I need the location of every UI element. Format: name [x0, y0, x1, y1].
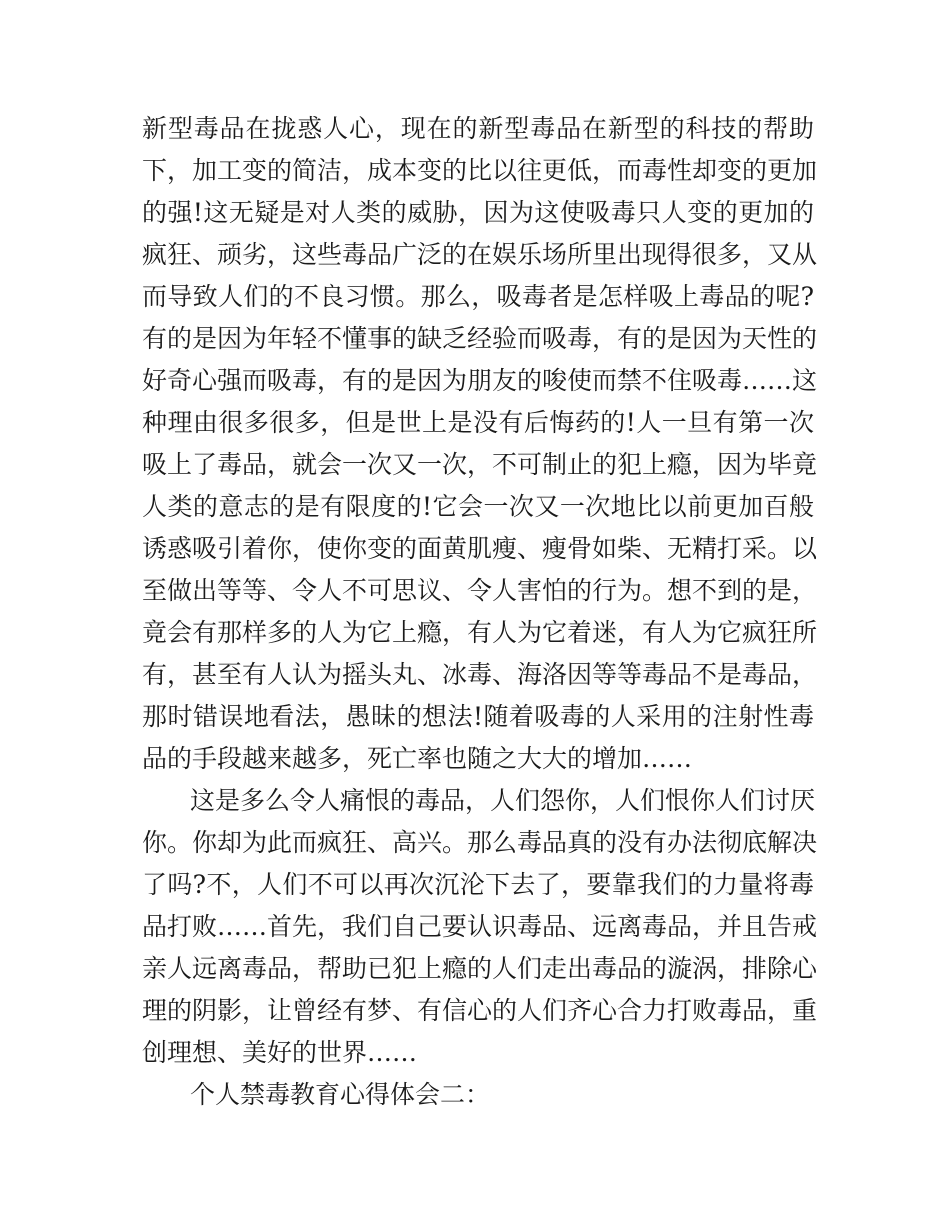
- text-line: 种理由很多很多，但是世上是没有后悔药的!人一旦有第一次: [142, 408, 814, 437]
- text-line: 吸上了毒品，就会一次又一次，不可制止的犯上瘾，因为毕竟: [142, 450, 818, 479]
- text-line: 的强!这无疑是对人类的威胁，因为这使吸毒只人变的更加的: [142, 198, 814, 227]
- section-heading: 个人禁毒教育心得体会二：: [190, 1080, 491, 1109]
- paragraph-2: [142, 780, 818, 1074]
- document-body: [142, 108, 818, 1116]
- text-line: 诱惑吸引着你，使你变的面黄肌瘦、瘦骨如柴、无精打采。以: [142, 534, 818, 563]
- text-line: 有，甚至有人认为摇头丸、冰毒、海洛因等等毒品不是毒品，: [142, 660, 818, 689]
- text-line: 你。你却为此而疯狂、高兴。那么毒品真的没有办法彻底解决: [142, 828, 818, 857]
- text-line: 至做出等等、令人不可思议、令人害怕的行为。想不到的是，: [142, 576, 818, 605]
- text-line: 品打败……首先，我们自己要认识毒品、远离毒品，并且告戒: [142, 912, 818, 941]
- text-line: 好奇心强而吸毒，有的是因为朋友的唆使而禁不住吸毒……这: [142, 366, 818, 395]
- text-line: 品的手段越来越多，死亡率也随之大大的增加……: [142, 744, 693, 773]
- paragraph-1: [142, 108, 818, 780]
- text-line: 下，加工变的简洁，成本变的比以往更低，而毒性却变的更加: [142, 156, 818, 185]
- text-line: 创理想、美好的世界……: [142, 1038, 418, 1067]
- text-line: 而导致人们的不良习惯。那么，吸毒者是怎样吸上毒品的呢?: [142, 282, 814, 311]
- text-line: 人类的意志的是有限度的!它会一次又一次地比以前更加百般: [142, 492, 814, 521]
- text-line: 了吗?不，人们不可以再次沉沦下去了，要靠我们的力量将毒: [142, 870, 814, 899]
- text-line: 有的是因为年轻不懂事的缺乏经验而吸毒，有的是因为天性的: [142, 324, 818, 353]
- text-line: 理的阴影，让曾经有梦、有信心的人们齐心合力打败毒品，重: [142, 996, 818, 1025]
- text-line: 那时错误地看法，愚昧的想法!随着吸毒的人采用的注射性毒: [142, 702, 814, 731]
- text-line: 亲人远离毒品，帮助已犯上瘾的人们走出毒品的漩涡，排除心: [142, 954, 818, 983]
- text-line: 这是多么令人痛恨的毒品，人们怨你，人们恨你人们讨厌: [190, 786, 816, 815]
- text-line: 竟会有那样多的人为它上瘾，有人为它着迷，有人为它疯狂所: [142, 618, 818, 647]
- text-line: 疯狂、顽劣，这些毒品广泛的在娱乐场所里出现得很多，又从: [142, 240, 818, 269]
- text-line: 新型毒品在拢惑人心，现在的新型毒品在新型的科技的帮助: [142, 114, 814, 143]
